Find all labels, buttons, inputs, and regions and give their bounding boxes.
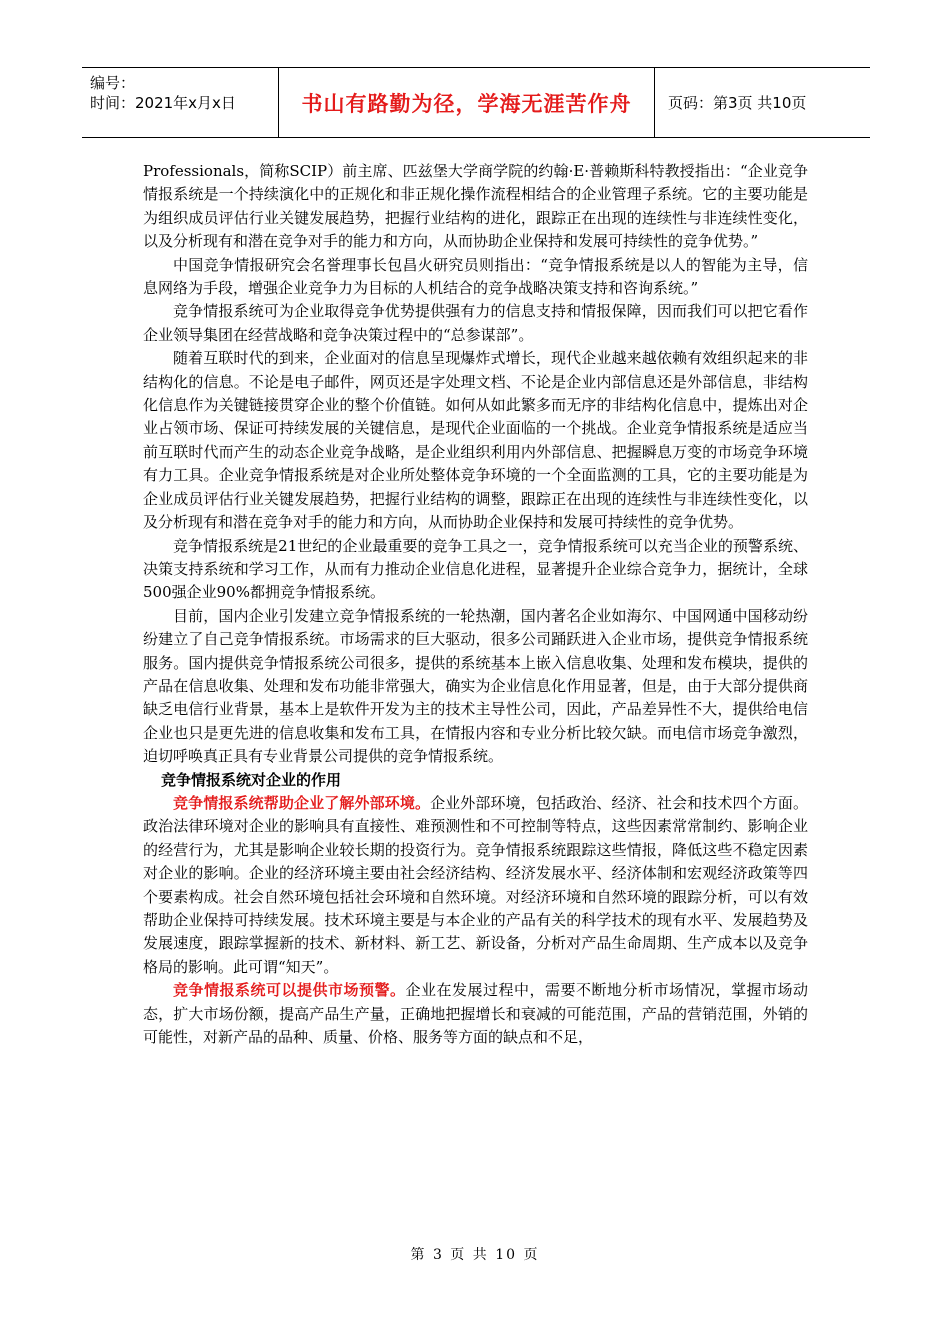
section-heading: 竞争情报系统对企业的作用 [161, 770, 342, 789]
emphasis-lead: 竞争情报系统可以提供市场预警。 [173, 981, 406, 1000]
page-footer: 第 3 页 共 10 页 [410, 1247, 540, 1263]
header-meta [82, 68, 279, 137]
paragraph: 随着互联时代的到来，企业面对的信息呈现爆炸式增长，现代企业越来越依赖有效组织起来的非结构化的信息。不论是电子邮件，网页还是字处理文档、不论是企业内部信息还是外部信息，非结构化信息作为关键链接贯穿企业的整个价值链。如何从如此繁多而无序的非结构化信息中，提炼出对企业占领市场、保证可持续发展的关键信息，是现代企业面临的一个挑战。企业竞争情报系统是适应当前互联时代而产生的动态企业竞争战略，是企业组织利用内外部信息、把握瞬息万变的市场竞争环境有力工具。企业竞争情报系统是对企业所处整体竞争环境的一个全面监测的工具，它的主要功能是为企业成员评估行业关键发展趋势，把握行业结构的调整，跟踪正在出现的连续性与非连续性变化，以及分析现有和潜在竞争对手的能力和方向，从而协助企业保持和发展可持续性的竞争优势。 [143, 349, 808, 532]
paragraph: 竞争情报系统是21世纪的企业最重要的竞争工具之一，竞争情报系统可以充当企业的预警系统、决策支持系统和学习工作，从而有力推动企业信息化进程，显著提升企业综合竞争力，据统计，全球500强企业90%都拥竞争情报系统。 [143, 536, 808, 602]
date-label: 时间：2021年x月x日 [90, 94, 236, 112]
paragraph: Professionals，简称SCIP）前主席、匹兹堡大学商学院的约翰·E·普赖斯科特教授指出：“企业竞争情报系统是一个持续演化中的正规化和非正规化操作流程相结合的企业管理子系统。它的主要功能是为组织成员评估行业关键发展趋势，把握行业结构的进化，跟踪正在出现的连续性与非连续性变化，以及分析现有和潜在竞争对手的能力和方向，从而协助企业保持和发展可持续性的竞争优势。” [143, 162, 808, 251]
header-motto: 书山有路勤为径，学海无涯苦作舟 [279, 68, 655, 137]
paragraph: 目前，国内企业引发建立竞争情报系统的一轮热潮，国内著名企业如海尔、中国网通中国移动纷纷建立了自己竞争情报系统。市场需求的巨大驱动，很多公司踊跃进入企业市场，提供竞争情报系统服务。国内提供竞争情报系统公司很多，提供的系统基本上嵌入信息收集、处理和发布模块，提供的产品在信息收集、处理和发布功能非常强大，确实为企业信息化作用显著，但是，由于大部分提供商缺乏电信行业背景，基本上是软件开发为主的技术主导性公司，因此，产品差异性不大，提供给电信企业也只是更先进的信息收集和发布工具，在情报内容和专业分析比较欠缺。而电信市场竞争激烈，迫切呼唤真正具有专业背景公司提供的竞争情报系统。 [143, 606, 808, 766]
emphasis-lead: 竞争情报系统帮助企业了解外部环境。 [173, 793, 431, 812]
paragraph-text: 企业在发展过程中，需要不断地分析市场情况，掌握市场动态，扩大市场份额，提高产品生产量，正确地把握增长和衰减的可能范围，产品的营销范围，外销的可能性，对新产品的品种、质量、价格、服务等方面的缺点和不足， [143, 981, 808, 1047]
document-body [143, 160, 808, 1049]
header-page-info: 页码：第3页 共10页 [668, 94, 807, 112]
paragraph: 中国竞争情报研究会名誉理事长包昌火研究员则指出：“竞争情报系统是以人的智能为主导，信息网络为手段，增强企业竞争力为目标的人机结合的竞争战略决策支持和咨询系统。” [143, 255, 808, 298]
number-label: 编号： [90, 74, 136, 92]
paragraph [143, 792, 808, 979]
page-header [82, 67, 870, 138]
paragraph: 竞争情报系统可为企业取得竞争优势提供强有力的信息支持和情报保障，因而我们可以把它看作企业领导集团在经营战略和竞争决策过程中的“总参谋部”。 [143, 302, 808, 344]
paragraph-text: 企业外部环境，包括政治、经济、社会和技术四个方面。政治法律环境对企业的影响具有直接性、难预测性和不可控制等特点，这些因素常常制约、影响企业的经营行为，尤其是影响企业较长期的投资行为。竞争情报系统跟踪这些情报，降低这些不稳定因素对企业的影响。企业的经济环境主要由社会经济结构、经济发展水平、经济体制和宏观经济政策等四个要素构成。社会自然环境包括社会环境和自然环境。对经济环境和自然环境的跟踪分析，可以有效帮助企业保持可持续发展。技术环境主要是与本企业的产品有关的科学技术的现有水平、发展趋势及发展速度，跟踪掌握新的技术、新材料、新工艺、新设备，分析对产品生命周期、生产成本以及竞争格局的影响。此可谓“知天”。 [143, 793, 808, 976]
paragraph [143, 979, 808, 1049]
